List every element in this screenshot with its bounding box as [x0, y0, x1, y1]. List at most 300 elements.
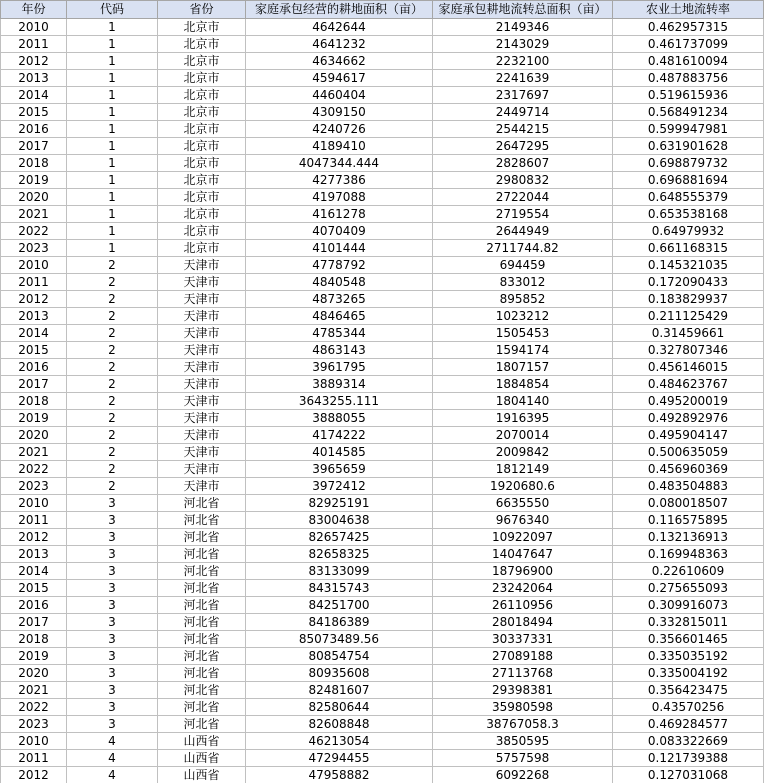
cell-year[interactable]: 2015 — [1, 342, 67, 359]
cell-year[interactable]: 2012 — [1, 53, 67, 70]
cell-transfer-rate[interactable]: 0.127031068 — [613, 767, 764, 783]
cell-transfer-rate[interactable]: 0.519615936 — [613, 87, 764, 104]
cell-transfer-rate[interactable]: 0.500635059 — [613, 444, 764, 461]
header-cell-code[interactable]: 代码 — [67, 1, 158, 19]
cell-transfer-rate[interactable]: 0.698879732 — [613, 155, 764, 172]
cell-transfer-area[interactable]: 2143029 — [433, 36, 613, 53]
cell-transfer-area[interactable]: 694459 — [433, 257, 613, 274]
cell-province[interactable]: 天津市 — [158, 427, 246, 444]
cell-province[interactable]: 北京市 — [158, 19, 246, 36]
cell-transfer-rate[interactable]: 0.132136913 — [613, 529, 764, 546]
cell-code[interactable]: 2 — [67, 393, 158, 410]
cell-year[interactable]: 2019 — [1, 410, 67, 427]
cell-transfer-rate[interactable]: 0.487883756 — [613, 70, 764, 87]
cell-transfer-area[interactable]: 1920680.6 — [433, 478, 613, 495]
table-row — [1, 512, 764, 529]
table-row — [1, 104, 764, 121]
cell-code[interactable]: 3 — [67, 563, 158, 580]
cell-code[interactable]: 1 — [67, 53, 158, 70]
cell-province[interactable]: 山西省 — [158, 733, 246, 750]
cell-province[interactable]: 北京市 — [158, 87, 246, 104]
cell-transfer-rate[interactable]: 0.309916073 — [613, 597, 764, 614]
cell-transfer-area[interactable]: 833012 — [433, 274, 613, 291]
cell-year[interactable]: 2021 — [1, 444, 67, 461]
cell-province[interactable]: 天津市 — [158, 325, 246, 342]
cell-transfer-area[interactable]: 1884854 — [433, 376, 613, 393]
header-cell-province[interactable]: 省份 — [158, 1, 246, 19]
cell-code[interactable]: 1 — [67, 189, 158, 206]
cell-contract-area[interactable]: 82658325 — [246, 546, 433, 563]
cell-province[interactable]: 北京市 — [158, 240, 246, 257]
cell-contract-area[interactable]: 83133099 — [246, 563, 433, 580]
cell-transfer-rate[interactable]: 0.631901628 — [613, 138, 764, 155]
cell-year[interactable]: 2013 — [1, 308, 67, 325]
cell-code[interactable]: 2 — [67, 376, 158, 393]
cell-transfer-area[interactable]: 2241639 — [433, 70, 613, 87]
cell-transfer-rate[interactable]: 0.083322669 — [613, 733, 764, 750]
cell-transfer-area[interactable]: 1804140 — [433, 393, 613, 410]
cell-province[interactable]: 北京市 — [158, 206, 246, 223]
table-row — [1, 682, 764, 699]
cell-transfer-rate[interactable]: 0.332815011 — [613, 614, 764, 631]
cell-year[interactable]: 2014 — [1, 325, 67, 342]
cell-year[interactable]: 2011 — [1, 512, 67, 529]
cell-province[interactable]: 北京市 — [158, 138, 246, 155]
cell-transfer-rate[interactable]: 0.484623767 — [613, 376, 764, 393]
cell-code[interactable]: 3 — [67, 512, 158, 529]
cell-province[interactable]: 河北省 — [158, 512, 246, 529]
cell-contract-area[interactable]: 4070409 — [246, 223, 433, 240]
cell-contract-area[interactable]: 84186389 — [246, 614, 433, 631]
cell-transfer-rate[interactable]: 0.356423475 — [613, 682, 764, 699]
cell-transfer-rate[interactable]: 0.335035192 — [613, 648, 764, 665]
header-row — [1, 1, 764, 19]
cell-transfer-rate[interactable]: 0.116575895 — [613, 512, 764, 529]
cell-province[interactable]: 河北省 — [158, 597, 246, 614]
cell-transfer-area[interactable]: 1023212 — [433, 308, 613, 325]
cell-code[interactable]: 1 — [67, 104, 158, 121]
cell-transfer-area[interactable]: 1916395 — [433, 410, 613, 427]
cell-transfer-area[interactable]: 28018494 — [433, 614, 613, 631]
cell-transfer-area[interactable]: 2070014 — [433, 427, 613, 444]
cell-province[interactable]: 河北省 — [158, 495, 246, 512]
cell-province[interactable]: 河北省 — [158, 546, 246, 563]
cell-code[interactable]: 1 — [67, 121, 158, 138]
cell-transfer-area[interactable]: 27113768 — [433, 665, 613, 682]
cell-year[interactable]: 2011 — [1, 274, 67, 291]
cell-transfer-rate[interactable]: 0.121739388 — [613, 750, 764, 767]
cell-transfer-area[interactable]: 2449714 — [433, 104, 613, 121]
cell-contract-area[interactable]: 4594617 — [246, 70, 433, 87]
cell-transfer-area[interactable]: 3850595 — [433, 733, 613, 750]
cell-transfer-area[interactable]: 6092268 — [433, 767, 613, 783]
cell-province[interactable]: 山西省 — [158, 767, 246, 783]
cell-code[interactable]: 1 — [67, 155, 158, 172]
cell-contract-area[interactable]: 4863143 — [246, 342, 433, 359]
cell-year[interactable]: 2019 — [1, 172, 67, 189]
cell-transfer-rate[interactable]: 0.481610094 — [613, 53, 764, 70]
cell-province[interactable]: 河北省 — [158, 665, 246, 682]
cell-code[interactable]: 3 — [67, 580, 158, 597]
cell-contract-area[interactable]: 82580644 — [246, 699, 433, 716]
cell-contract-area[interactable]: 80854754 — [246, 648, 433, 665]
cell-year[interactable]: 2016 — [1, 121, 67, 138]
cell-transfer-area[interactable]: 2828607 — [433, 155, 613, 172]
cell-province[interactable]: 天津市 — [158, 257, 246, 274]
cell-contract-area[interactable]: 4309150 — [246, 104, 433, 121]
cell-transfer-area[interactable]: 2722044 — [433, 189, 613, 206]
cell-contract-area[interactable]: 4634662 — [246, 53, 433, 70]
cell-province[interactable]: 天津市 — [158, 308, 246, 325]
table-row — [1, 70, 764, 87]
table-row — [1, 376, 764, 393]
cell-transfer-rate[interactable]: 0.456146015 — [613, 359, 764, 376]
cell-contract-area[interactable]: 82925191 — [246, 495, 433, 512]
cell-transfer-area[interactable]: 23242064 — [433, 580, 613, 597]
cell-transfer-area[interactable]: 1812149 — [433, 461, 613, 478]
cell-code[interactable]: 2 — [67, 427, 158, 444]
cell-year[interactable]: 2010 — [1, 733, 67, 750]
cell-contract-area[interactable]: 80935608 — [246, 665, 433, 682]
cell-province[interactable]: 河北省 — [158, 682, 246, 699]
cell-code[interactable]: 2 — [67, 274, 158, 291]
cell-code[interactable]: 2 — [67, 410, 158, 427]
cell-code[interactable]: 1 — [67, 36, 158, 53]
cell-code[interactable]: 4 — [67, 767, 158, 783]
cell-contract-area[interactable]: 4240726 — [246, 121, 433, 138]
cell-code[interactable]: 1 — [67, 19, 158, 36]
cell-province[interactable]: 北京市 — [158, 121, 246, 138]
cell-year[interactable]: 2014 — [1, 87, 67, 104]
table-row — [1, 665, 764, 682]
table-row — [1, 19, 764, 36]
cell-code[interactable]: 3 — [67, 648, 158, 665]
cell-transfer-area[interactable]: 1807157 — [433, 359, 613, 376]
cell-contract-area[interactable]: 82657425 — [246, 529, 433, 546]
cell-code[interactable]: 3 — [67, 699, 158, 716]
cell-code[interactable]: 3 — [67, 631, 158, 648]
cell-year[interactable]: 2021 — [1, 682, 67, 699]
cell-contract-area[interactable]: 3965659 — [246, 461, 433, 478]
cell-transfer-area[interactable]: 2317697 — [433, 87, 613, 104]
cell-transfer-area[interactable]: 1505453 — [433, 325, 613, 342]
cell-transfer-rate[interactable]: 0.64979932 — [613, 223, 764, 240]
cell-transfer-rate[interactable]: 0.461737099 — [613, 36, 764, 53]
cell-transfer-rate[interactable]: 0.456960369 — [613, 461, 764, 478]
cell-province[interactable]: 天津市 — [158, 444, 246, 461]
cell-code[interactable]: 3 — [67, 546, 158, 563]
cell-contract-area[interactable]: 47294455 — [246, 750, 433, 767]
cell-transfer-area[interactable]: 14047647 — [433, 546, 613, 563]
cell-contract-area[interactable]: 3889314 — [246, 376, 433, 393]
cell-province[interactable]: 河北省 — [158, 563, 246, 580]
cell-code[interactable]: 1 — [67, 206, 158, 223]
cell-year[interactable]: 2010 — [1, 495, 67, 512]
cell-contract-area[interactable]: 3888055 — [246, 410, 433, 427]
cell-contract-area[interactable]: 4174222 — [246, 427, 433, 444]
header-cell-transfer-area[interactable]: 家庭承包耕地流转总面积（亩） — [433, 1, 613, 19]
cell-transfer-rate[interactable]: 0.275655093 — [613, 580, 764, 597]
table-row — [1, 87, 764, 104]
cell-province[interactable]: 天津市 — [158, 376, 246, 393]
cell-contract-area[interactable]: 4840548 — [246, 274, 433, 291]
cell-year[interactable]: 2012 — [1, 529, 67, 546]
table-row — [1, 563, 764, 580]
cell-year[interactable]: 2020 — [1, 427, 67, 444]
cell-province[interactable]: 天津市 — [158, 274, 246, 291]
cell-code[interactable]: 3 — [67, 665, 158, 682]
cell-contract-area[interactable]: 3972412 — [246, 478, 433, 495]
cell-year[interactable]: 2012 — [1, 767, 67, 783]
cell-year[interactable]: 2017 — [1, 138, 67, 155]
cell-code[interactable]: 3 — [67, 716, 158, 733]
cell-transfer-area[interactable]: 2647295 — [433, 138, 613, 155]
cell-code[interactable]: 2 — [67, 257, 158, 274]
header-cell-contract-area[interactable]: 家庭承包经营的耕地面积（亩） — [246, 1, 433, 19]
cell-contract-area[interactable]: 84315743 — [246, 580, 433, 597]
cell-code[interactable]: 3 — [67, 495, 158, 512]
cell-province[interactable]: 北京市 — [158, 53, 246, 70]
cell-code[interactable]: 1 — [67, 87, 158, 104]
table-row — [1, 648, 764, 665]
cell-transfer-rate[interactable]: 0.183829937 — [613, 291, 764, 308]
cell-province[interactable]: 北京市 — [158, 155, 246, 172]
cell-year[interactable]: 2011 — [1, 750, 67, 767]
cell-code[interactable]: 2 — [67, 461, 158, 478]
cell-year[interactable]: 2023 — [1, 240, 67, 257]
cell-contract-area[interactable]: 3961795 — [246, 359, 433, 376]
cell-contract-area[interactable]: 85073489.56 — [246, 631, 433, 648]
table-row — [1, 257, 764, 274]
cell-year[interactable]: 2019 — [1, 648, 67, 665]
cell-year[interactable]: 2017 — [1, 614, 67, 631]
table-row — [1, 767, 764, 783]
cell-province[interactable]: 北京市 — [158, 223, 246, 240]
cell-code[interactable]: 2 — [67, 478, 158, 495]
header-cell-transfer-rate[interactable]: 农业土地流转率 — [613, 1, 764, 19]
cell-year[interactable]: 2015 — [1, 104, 67, 121]
cell-code[interactable]: 1 — [67, 223, 158, 240]
cell-transfer-area[interactable]: 2149346 — [433, 19, 613, 36]
cell-province[interactable]: 天津市 — [158, 342, 246, 359]
cell-contract-area[interactable]: 47958882 — [246, 767, 433, 783]
cell-code[interactable]: 2 — [67, 308, 158, 325]
cell-transfer-rate[interactable]: 0.211125429 — [613, 308, 764, 325]
cell-province[interactable]: 北京市 — [158, 70, 246, 87]
cell-contract-area[interactable]: 4189410 — [246, 138, 433, 155]
cell-province[interactable]: 天津市 — [158, 478, 246, 495]
cell-transfer-rate[interactable]: 0.469284577 — [613, 716, 764, 733]
cell-transfer-area[interactable]: 2719554 — [433, 206, 613, 223]
cell-transfer-rate[interactable]: 0.483504883 — [613, 478, 764, 495]
cell-province[interactable]: 天津市 — [158, 393, 246, 410]
cell-province[interactable]: 河北省 — [158, 529, 246, 546]
cell-transfer-rate[interactable]: 0.653538168 — [613, 206, 764, 223]
cell-year[interactable]: 2022 — [1, 699, 67, 716]
cell-year[interactable]: 2021 — [1, 206, 67, 223]
cell-contract-area[interactable]: 4846465 — [246, 308, 433, 325]
cell-code[interactable]: 2 — [67, 359, 158, 376]
cell-province[interactable]: 北京市 — [158, 104, 246, 121]
cell-contract-area[interactable]: 4101444 — [246, 240, 433, 257]
cell-code[interactable]: 1 — [67, 70, 158, 87]
cell-contract-area[interactable]: 4277386 — [246, 172, 433, 189]
cell-contract-area[interactable]: 82608848 — [246, 716, 433, 733]
cell-year[interactable]: 2018 — [1, 393, 67, 410]
cell-transfer-area[interactable]: 2980832 — [433, 172, 613, 189]
table-row — [1, 342, 764, 359]
cell-province[interactable]: 天津市 — [158, 410, 246, 427]
cell-contract-area[interactable]: 46213054 — [246, 733, 433, 750]
cell-province[interactable]: 河北省 — [158, 716, 246, 733]
cell-transfer-area[interactable]: 1594174 — [433, 342, 613, 359]
cell-transfer-rate[interactable]: 0.648555379 — [613, 189, 764, 206]
cell-transfer-rate[interactable]: 0.43570256 — [613, 699, 764, 716]
cell-transfer-rate[interactable]: 0.462957315 — [613, 19, 764, 36]
cell-year[interactable]: 2020 — [1, 189, 67, 206]
cell-transfer-area[interactable]: 9676340 — [433, 512, 613, 529]
cell-contract-area[interactable]: 4197088 — [246, 189, 433, 206]
cell-year[interactable]: 2016 — [1, 359, 67, 376]
cell-year[interactable]: 2023 — [1, 478, 67, 495]
cell-year[interactable]: 2014 — [1, 563, 67, 580]
cell-contract-area[interactable]: 4641232 — [246, 36, 433, 53]
cell-code[interactable]: 2 — [67, 291, 158, 308]
cell-code[interactable]: 3 — [67, 682, 158, 699]
cell-contract-area[interactable]: 4161278 — [246, 206, 433, 223]
cell-transfer-area[interactable]: 30337331 — [433, 631, 613, 648]
cell-contract-area[interactable]: 4460404 — [246, 87, 433, 104]
cell-transfer-area[interactable]: 2711744.82 — [433, 240, 613, 257]
cell-year[interactable]: 2013 — [1, 70, 67, 87]
cell-transfer-area[interactable]: 2009842 — [433, 444, 613, 461]
cell-transfer-rate[interactable]: 0.599947981 — [613, 121, 764, 138]
cell-code[interactable]: 4 — [67, 750, 158, 767]
cell-contract-area[interactable]: 4014585 — [246, 444, 433, 461]
cell-transfer-rate[interactable]: 0.169948363 — [613, 546, 764, 563]
cell-year[interactable]: 2017 — [1, 376, 67, 393]
cell-transfer-area[interactable]: 5757598 — [433, 750, 613, 767]
cell-year[interactable]: 2022 — [1, 461, 67, 478]
cell-year[interactable]: 2018 — [1, 155, 67, 172]
cell-code[interactable]: 2 — [67, 325, 158, 342]
cell-year[interactable]: 2013 — [1, 546, 67, 563]
cell-province[interactable]: 河北省 — [158, 648, 246, 665]
table-row — [1, 546, 764, 563]
cell-province[interactable]: 河北省 — [158, 699, 246, 716]
cell-province[interactable]: 山西省 — [158, 750, 246, 767]
table-row — [1, 631, 764, 648]
table-row — [1, 529, 764, 546]
cell-contract-area[interactable]: 84251700 — [246, 597, 433, 614]
cell-contract-area[interactable]: 4047344.444 — [246, 155, 433, 172]
cell-province[interactable]: 天津市 — [158, 461, 246, 478]
cell-transfer-rate[interactable]: 0.31459661 — [613, 325, 764, 342]
cell-transfer-rate[interactable]: 0.661168315 — [613, 240, 764, 257]
cell-transfer-rate[interactable]: 0.568491234 — [613, 104, 764, 121]
cell-transfer-rate[interactable]: 0.145321035 — [613, 257, 764, 274]
cell-transfer-rate[interactable]: 0.22610609 — [613, 563, 764, 580]
cell-code[interactable]: 1 — [67, 138, 158, 155]
cell-year[interactable]: 2010 — [1, 257, 67, 274]
cell-year[interactable]: 2018 — [1, 631, 67, 648]
cell-contract-area[interactable]: 4642644 — [246, 19, 433, 36]
cell-transfer-rate[interactable]: 0.495904147 — [613, 427, 764, 444]
cell-transfer-area[interactable]: 2232100 — [433, 53, 613, 70]
cell-year[interactable]: 2016 — [1, 597, 67, 614]
cell-code[interactable]: 1 — [67, 172, 158, 189]
table-row — [1, 444, 764, 461]
cell-province[interactable]: 北京市 — [158, 36, 246, 53]
cell-transfer-rate[interactable]: 0.327807346 — [613, 342, 764, 359]
cell-year[interactable]: 2020 — [1, 665, 67, 682]
cell-transfer-rate[interactable]: 0.080018507 — [613, 495, 764, 512]
cell-transfer-area[interactable]: 38767058.3 — [433, 716, 613, 733]
cell-transfer-area[interactable]: 2544215 — [433, 121, 613, 138]
cell-transfer-rate[interactable]: 0.495200019 — [613, 393, 764, 410]
cell-year[interactable]: 2012 — [1, 291, 67, 308]
table-row — [1, 410, 764, 427]
cell-code[interactable]: 2 — [67, 444, 158, 461]
cell-transfer-area[interactable]: 6635550 — [433, 495, 613, 512]
cell-year[interactable]: 2015 — [1, 580, 67, 597]
cell-transfer-area[interactable]: 35980598 — [433, 699, 613, 716]
cell-transfer-area[interactable]: 10922097 — [433, 529, 613, 546]
cell-province[interactable]: 天津市 — [158, 291, 246, 308]
table-row — [1, 614, 764, 631]
cell-contract-area[interactable]: 83004638 — [246, 512, 433, 529]
cell-year[interactable]: 2023 — [1, 716, 67, 733]
cell-code[interactable]: 3 — [67, 614, 158, 631]
cell-year[interactable]: 2022 — [1, 223, 67, 240]
cell-contract-area[interactable]: 82481607 — [246, 682, 433, 699]
cell-code[interactable]: 4 — [67, 733, 158, 750]
cell-province[interactable]: 天津市 — [158, 359, 246, 376]
cell-transfer-area[interactable]: 18796900 — [433, 563, 613, 580]
cell-contract-area[interactable]: 4873265 — [246, 291, 433, 308]
cell-year[interactable]: 2010 — [1, 19, 67, 36]
cell-transfer-area[interactable]: 29398381 — [433, 682, 613, 699]
cell-transfer-rate[interactable]: 0.492892976 — [613, 410, 764, 427]
cell-province[interactable]: 河北省 — [158, 614, 246, 631]
cell-province[interactable]: 北京市 — [158, 172, 246, 189]
cell-transfer-area[interactable]: 27089188 — [433, 648, 613, 665]
cell-province[interactable]: 河北省 — [158, 631, 246, 648]
cell-contract-area[interactable]: 4785344 — [246, 325, 433, 342]
cell-province[interactable]: 河北省 — [158, 580, 246, 597]
cell-contract-area[interactable]: 4778792 — [246, 257, 433, 274]
header-cell-year[interactable]: 年份 — [1, 1, 67, 19]
table-row — [1, 240, 764, 257]
cell-code[interactable]: 3 — [67, 529, 158, 546]
cell-transfer-area[interactable]: 26110956 — [433, 597, 613, 614]
table-row — [1, 274, 764, 291]
cell-transfer-area[interactable]: 2644949 — [433, 223, 613, 240]
table-row — [1, 291, 764, 308]
cell-province[interactable]: 北京市 — [158, 189, 246, 206]
cell-contract-area[interactable]: 3643255.111 — [246, 393, 433, 410]
cell-code[interactable]: 3 — [67, 597, 158, 614]
cell-code[interactable]: 2 — [67, 342, 158, 359]
cell-transfer-rate[interactable]: 0.696881694 — [613, 172, 764, 189]
table-row — [1, 716, 764, 733]
cell-code[interactable]: 1 — [67, 240, 158, 257]
cell-year[interactable]: 2011 — [1, 36, 67, 53]
cell-transfer-rate[interactable]: 0.172090433 — [613, 274, 764, 291]
cell-transfer-rate[interactable]: 0.335004192 — [613, 665, 764, 682]
cell-transfer-rate[interactable]: 0.356601465 — [613, 631, 764, 648]
cell-transfer-area[interactable]: 895852 — [433, 291, 613, 308]
